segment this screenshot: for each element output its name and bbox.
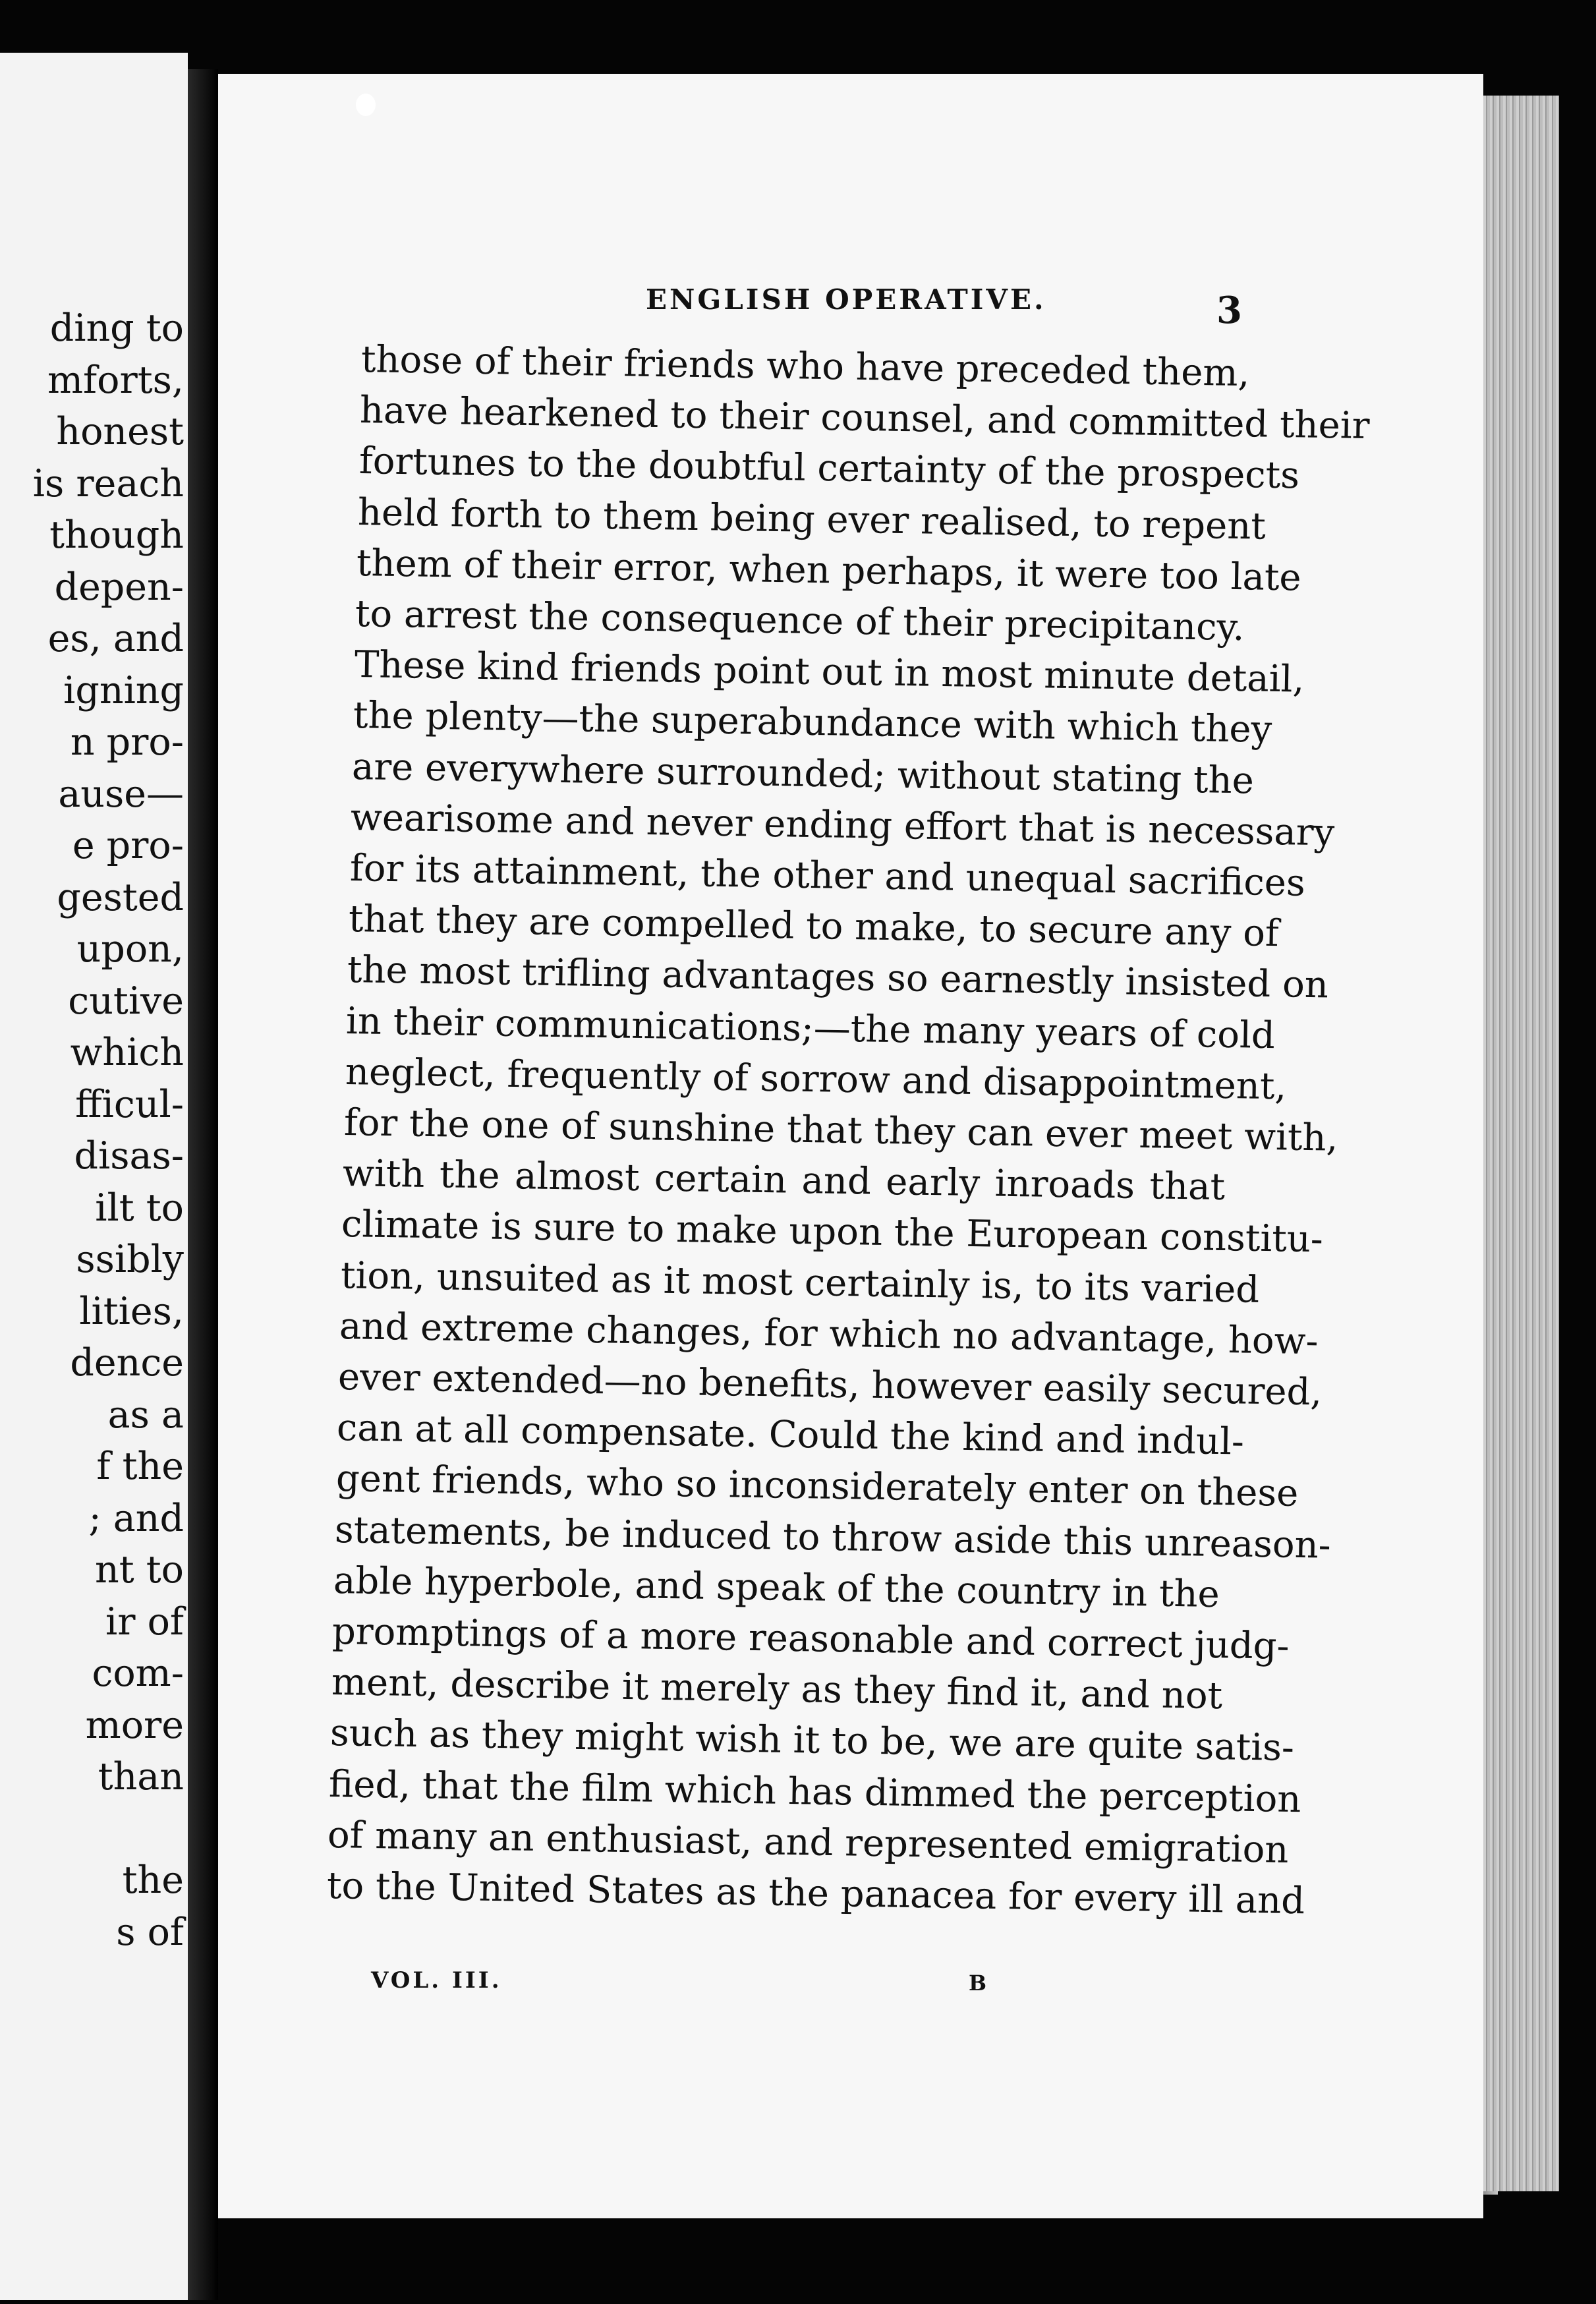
body-line: the most trifling advantages so earnestly insisted on xyxy=(347,948,1329,1007)
left-page-line: as a xyxy=(107,1393,184,1437)
body-line: promptings of a more reasonable and correct judg- xyxy=(331,1610,1290,1668)
body-line: in their communications;—the many years of cold xyxy=(345,999,1276,1057)
left-page-line: depen- xyxy=(54,565,184,609)
left-page-line: though xyxy=(49,513,184,557)
left-page-line: ding to xyxy=(49,306,184,350)
body-line: ment, describe it merely as they find it, and not xyxy=(330,1661,1223,1718)
body-line: ever extended—no benefits, however easily secured, xyxy=(337,1356,1323,1414)
body-line: statements, be induced to throw aside this unreason- xyxy=(334,1508,1331,1567)
body-line: to the United States as the panacea for every ill and xyxy=(326,1864,1305,1923)
left-page-line: es, and xyxy=(47,617,184,660)
left-page-line: is reach xyxy=(32,461,184,505)
left-page-line: gested xyxy=(57,875,184,919)
body-line: them of their error, when perhaps, it were too late xyxy=(356,541,1302,600)
left-page-line: n pro- xyxy=(70,720,184,764)
body-line: with the almost certain and early inroads that xyxy=(342,1152,1226,1209)
left-page-line: igning xyxy=(63,668,184,712)
left-page-line: upon, xyxy=(76,927,184,971)
footer-volume: VOL. III. xyxy=(371,1967,502,1994)
left-page-line: ause— xyxy=(58,772,184,816)
body-line: to arrest the consequence of their precipitancy. xyxy=(355,592,1245,650)
left-page-line: ilt to xyxy=(95,1186,184,1230)
page-number: 3 xyxy=(1216,289,1242,332)
left-page-line: ssibly xyxy=(76,1238,184,1281)
body-line: wearisome and never ending effort that is necessary xyxy=(350,795,1335,855)
left-page-line: disas- xyxy=(74,1134,184,1178)
left-page-line: ; and xyxy=(88,1496,184,1540)
left-page-line: ir of xyxy=(105,1599,184,1644)
body-line: fortunes to the doubtful certainty of the prospects xyxy=(358,440,1299,498)
body-line: These kind friends point out in most minute detail, xyxy=(353,643,1305,701)
body-line: and extreme changes, for which no advantage, how- xyxy=(339,1304,1319,1364)
body-line: the plenty—the superabundance with which they xyxy=(353,694,1272,752)
left-page-line: nt to xyxy=(95,1548,184,1592)
body-line: can at all compensate. Could the kind and indul- xyxy=(336,1406,1245,1464)
body-line: fied, that the film which has dimmed the perception xyxy=(328,1762,1301,1821)
dust-speck xyxy=(356,94,376,116)
left-page-line: cutive xyxy=(68,979,184,1023)
body-line: held forth to them being ever realised, to repent xyxy=(357,490,1267,548)
left-page-line: com- xyxy=(92,1652,184,1695)
body-line: gent friends, who so inconsiderately enter on these xyxy=(335,1457,1299,1516)
left-page-line: fficul- xyxy=(75,1082,184,1126)
left-page-line: s of xyxy=(116,1910,184,1954)
body-line: such as they might wish it to be, we are quite satis- xyxy=(329,1712,1295,1770)
body-line: able hyperbole, and speak of the country in the xyxy=(333,1559,1220,1616)
body-line: for the one of sunshine that they can ever meet with, xyxy=(343,1101,1338,1160)
left-page-line: dence xyxy=(70,1341,184,1385)
body-line: those of their friends who have preceded them, xyxy=(360,338,1250,395)
running-head: ENGLISH OPERATIVE. xyxy=(646,283,1046,316)
body-line: are everywhere surrounded; without stating the xyxy=(351,745,1255,803)
left-page-line: which xyxy=(70,1031,184,1074)
left-page-line: honest xyxy=(56,410,184,453)
left-page-line: lities, xyxy=(79,1289,184,1333)
left-page-line: than xyxy=(98,1755,184,1799)
body-line: climate is sure to make upon the European constitu- xyxy=(341,1203,1324,1261)
body-line: of many an enthusiast, and represented emigration xyxy=(327,1813,1290,1872)
footer-signature-mark: B xyxy=(969,1971,987,1996)
left-page-line: mforts, xyxy=(47,358,184,402)
body-line: for its attainment, the other and unequal sacrifices xyxy=(349,847,1305,905)
body-line: neglect, frequently of sorrow and disappointment, xyxy=(344,1050,1287,1109)
body-line: have hearkened to their counsel, and committed their xyxy=(359,389,1371,448)
left-page-line: the xyxy=(122,1858,184,1902)
left-page-line: e pro- xyxy=(72,824,184,867)
body-line: that they are compelled to make, to secure any of xyxy=(348,898,1279,956)
body-line: tion, unsuited as it most certainly is, to its varied xyxy=(339,1253,1260,1311)
left-page-line: f the xyxy=(96,1445,184,1488)
left-page-line: more xyxy=(85,1703,184,1747)
